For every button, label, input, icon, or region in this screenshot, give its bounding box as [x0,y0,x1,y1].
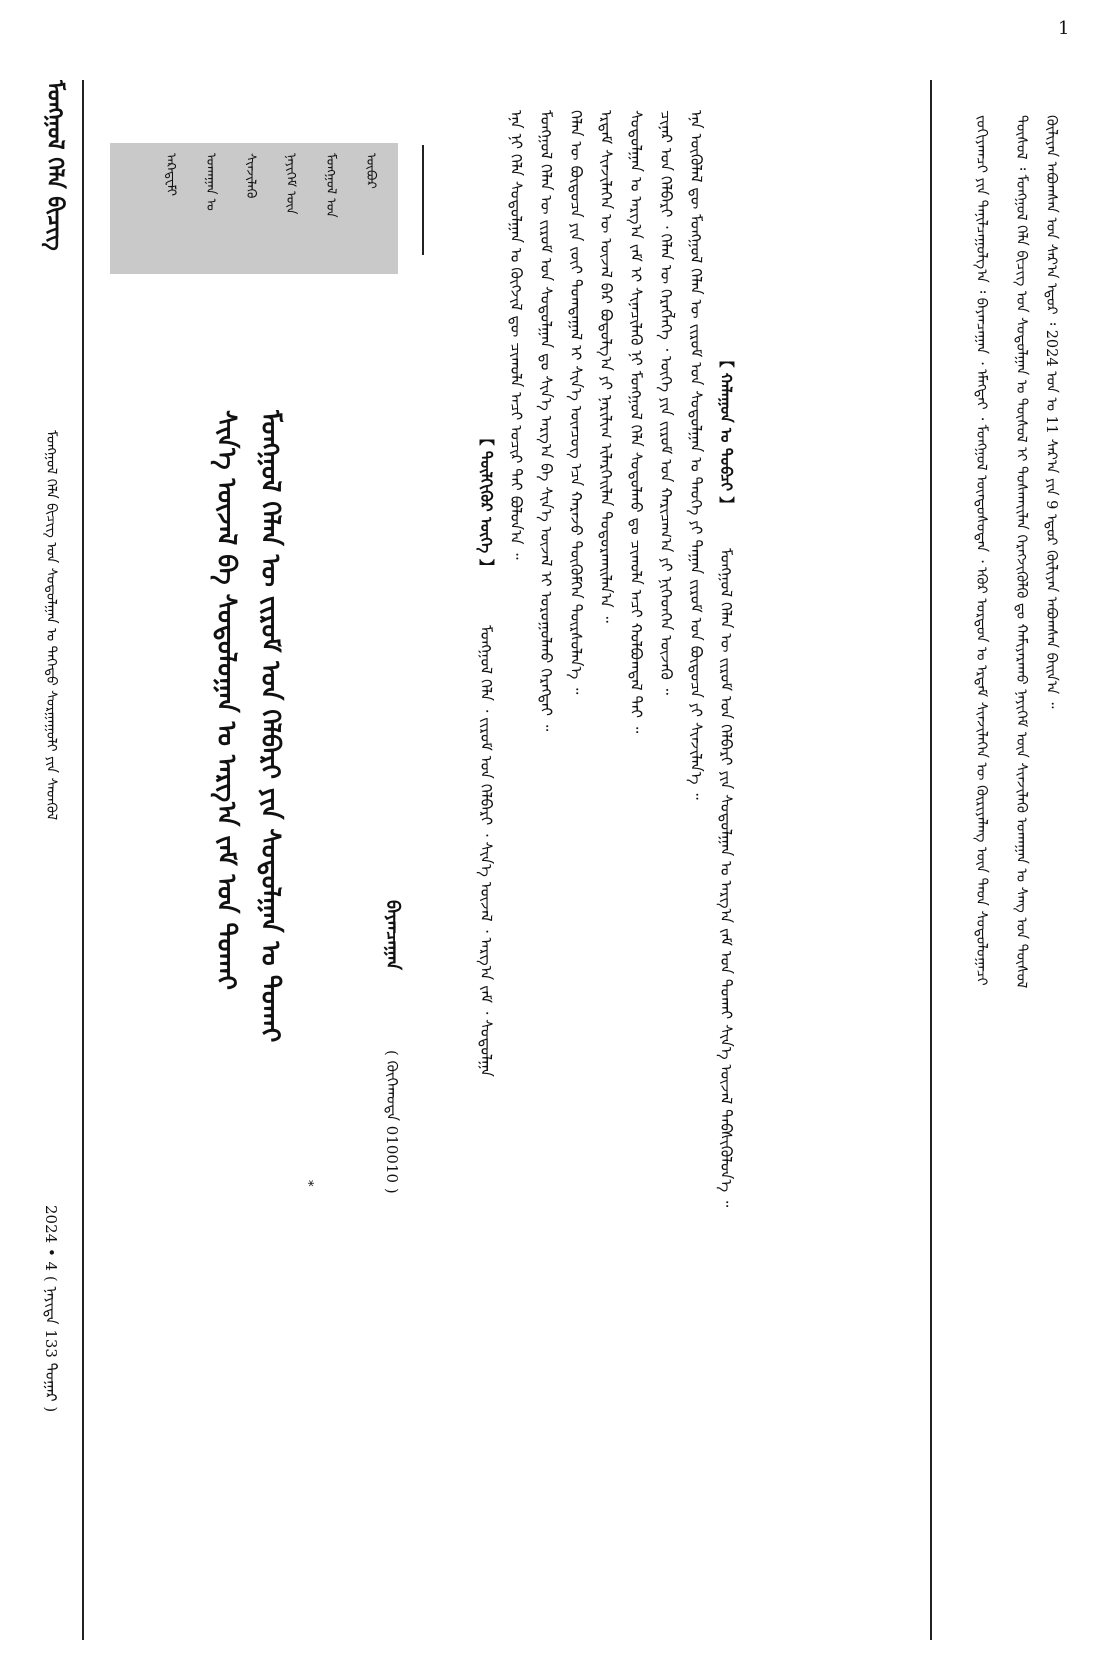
abstract-line: ᠰᠣᠳᠤᠯᠭᠠᠨ ᠤ ᠠᠷᠭ᠎ᠠ ᠵᠠᠮ ᠢ ᠰᠢᠨᠡᠴᠢᠯᠡᠬᠦ ᠨᠢ ᠮᠣᠩᠭᠣᠯ ᠬᠡᠯᠡ ᠰᠣᠳᠤᠯᠬᠤ ᠳᠤ ᠴᠢᠬᠤᠯᠠ ᠠᠴᠢ ᠬᠣᠯᠪᠣᠭᠳᠠᠯ ᠲᠠᠢ ᠃ [627,110,645,734]
abstract-line: ᠡᠷᠳᠡᠮ ᠰᠢᠨᠵᠢᠯᠡᠭᠡᠨ ᠦ ᠦᠵᠡᠯ ᠪᠠᠷ ᠪᠣᠳᠣᠯᠭ᠎ᠠ ᠶᠢ ᠨᠠᠷᠢᠯᠢᠭ ᠢᠯᠡᠷᠬᠡᠢᠯᠡᠨ ᠲᠣᠳᠣᠷᠬᠠᠢᠯᠠᠨ᠎ᠠ ᠃ [597,110,615,623]
received-date-note: ᠬᠦᠯᠢᠶᠡᠨ ᠠᠪᠤᠭᠰᠠᠨ ᠣᠨ ᠰᠠᠷ᠎ᠠ ᠡᠳᠦᠷ ᠄ 2024 ᠣᠨ ᠤ 11 ᠰᠠᠷ᠎ᠠ ᠶᠢᠨ 9 ᠡᠳᠦᠷ ᠬᠦᠯᠢᠶᠡᠨ ᠠᠪᠤᠭᠰᠠᠨ ᠪᠠᠢᠨ᠎ᠠ ᠃ [1043,115,1059,709]
affiliation-line: ᠠᠺᠠᠳᠧᠮᠢ [163,153,178,197]
author-bio-note: ᠵᠣᠬᠢᠶᠠᠭᠴᠢ ᠶᠢᠨ ᠲᠠᠨᠢᠯᠴᠠᠭᠤᠯᠭ᠎ᠠ ᠄ ᠪᠠᠶᠠᠨᠴᠠᠭᠠᠨ ᠂ ᠡᠮᠡᠭᠲᠡᠢ ᠂ ᠮᠣᠩᠭᠣᠯ ᠦᠨᠳᠦᠰᠦᠲᠡᠨ ᠂ ᠡᠭᠦᠷ ᠣᠷᠳᠤᠨ ᠤ ᠡᠷᠳᠡᠮ ᠰᠢᠨᠵᠢᠯᠡᠭᠡᠨ ᠦ ᠬᠦᠷᠢᠶᠡᠯᠡᠩ ᠦᠨ ᠳᠡᠳ ᠰᠤᠳᠤᠯᠤᠭᠠᠴᠢ [973,115,989,986]
author-name: ᠪᠠᠶᠠᠨᠴᠠᠭᠠᠨ [382,900,403,970]
keywords-text: ᠮᠣᠩᠭᠣᠯ ᠬᠡᠯᠡ ᠂ ᠵᠢᠷᠤᠮ ᠤᠨ ᠬᠡᠯᠪᠡᠷᠢ ᠂ ᠰᠢᠨ᠎ᠡ ᠦᠵᠡᠯ ᠂ ᠠᠷᠭ᠎ᠠ ᠵᠠᠮ ᠂ ᠰᠣᠳᠤᠯᠭᠠ [477,625,495,1077]
issue-info: 2024 • 4 ( ᠨᠡᠶᠢᠲᠡ 133 ᠳᠤᠭᠠᠷ ) [42,1205,60,1413]
abstract-line: ᠮᠣᠩᠭᠣᠯ ᠬᠡᠯᠡᠨ ᠦ ᠵᠢᠷᠤᠮ ᠤᠨ ᠰᠣᠳᠤᠯᠭᠠᠨ ᠳᠤ ᠰᠢᠨ᠎ᠡ ᠠᠷᠭ᠎ᠠ ᠪᠠ ᠰᠢᠨ᠎ᠡ ᠦᠵᠡᠯ ᠢ ᠣᠷᠤᠭᠤᠯᠬᠤ ᠬᠡᠷᠡᠭᠲᠡᠢ ᠃ [537,110,555,732]
affiliation-line: ᠰᠢᠨᠵᠢᠯᠡᠬᠦ [243,153,258,199]
keywords-heading: 【 ᠲᠦᠯᠬᠢᠭᠦᠷ ᠦᠭᠡ 】 [477,430,496,575]
abstract-line: ᠮᠣᠩᠭᠣᠯ ᠬᠡᠯᠡᠨ ᠦ ᠵᠢᠷᠤᠮ ᠤᠨ ᠬᠡᠯᠪᠡᠷᠢ ᠶᠢᠨ ᠰᠣᠳᠤᠯᠭᠠᠨ ᠤ ᠠᠷᠭ᠎ᠠ ᠵᠠᠮ ᠤᠨ ᠲᠤᠬᠠᠢ ᠰᠢᠨ᠎ᠡ ᠦᠵᠡᠯ ᠳᠡᠪᠰᠢᠭᠦᠯᠦᠨ᠎ᠡ ᠃ [717,548,735,1208]
journal-line: ᠮᠣᠩᠭᠣᠯ ᠬᠡᠯᠡ ᠪᠢᠴᠢᠭ ᠤᠨ ᠰᠣᠳᠤᠯᠭᠠᠨ ᠤ ᠳᠡᠭᠡᠳᠦ ᠰᠤᠷᠭᠠᠭᠤᠯᠢ ᠶᠢᠨ ᠰᠡᠳᠬᠦᠯ [43,430,59,821]
abstract-line: ᠴᠢᠨᠠᠷ ᠤᠨ ᠬᠡᠯᠪᠡᠷᠢ ᠂ ᠬᠡᠯᠡᠨ ᠦ ᠬᠡᠷᠡᠭᠯᠡᠭᠡ ᠂ ᠦᠭᠡ ᠶᠢᠨ ᠵᠢᠷᠤᠮ ᠤᠨ ᠬᠠᠷᠢᠴᠠᠭ᠎ᠠ ᠶᠢ ᠨᠢᠭᠡᠳᠭᠡᠨ ᠦᠵᠡᠬᠦ ᠃ [657,110,675,695]
author-postcode: ( ᠬᠥᠬᠡᠬᠣᠲᠠ 010010 ) [383,1050,401,1194]
abstract-line: ᠡᠨᠡ ᠨᠢ ᠬᠡᠯᠡ ᠰᠣᠳᠤᠯᠭᠠᠨ ᠤ ᠬᠥᠭᠵᠢᠯ ᠳᠦ ᠴᠢᠬᠤᠯᠠ ᠠᠴᠢ ᠤᠴᠢᠷ ᠲᠠᠢ ᠪᠣᠯᠤᠨ᠎ᠠ ᠃ [507,110,525,560]
page-number: 1 [1058,18,1070,39]
affiliation-line: ᠨᠡᠶᠢᠭᠡᠮ ᠦᠨ [283,153,298,215]
affiliation-box [110,143,398,274]
left-vertical-rule [82,80,84,1640]
title-short-rule [422,145,424,255]
affiliation-line: ᠮᠣᠩᠭᠣᠯ ᠤᠨ [323,153,338,218]
abstract-heading: 【 ᠬᠠᠯᠠᠭᠤᠨ ᠤ ᠲᠣᠪᠴᠢ 】 [717,352,736,512]
article-title-line: ᠰᠢᠨ᠎ᠡ ᠦᠵᠡᠯ ᠪᠠ ᠰᠤᠳᠤᠯᠤᠭᠠᠨ ᠤ ᠠᠷᠭ᠎ᠠ ᠵᠠᠮ ᠤᠨ ᠲᠤᠬᠠᠢ [211,410,241,990]
footnote-rule [930,80,932,1640]
affiliation-line: ᠥᠪᠥᠷ [363,153,378,189]
abstract-line: ᠡᠨᠡ ᠥᠭᠦᠯᠡᠯ ᠳᠦ ᠮᠣᠩᠭᠣᠯ ᠬᠡᠯᠡᠨ ᠦ ᠵᠢᠷᠤᠮ ᠤᠨ ᠰᠣᠳᠤᠯᠭᠠᠨ ᠤ ᠲᠡᠦᠬᠡ ᠶᠢ ᠳᠠᠭᠠᠨ ᠵᠢᠷᠤᠮ ᠤᠨ ᠪᠦᠲᠦᠴᠡ ᠶᠢ ᠰᠢᠨᠵᠢᠯᠡᠨ᠎ᠡ ᠃ [687,110,705,800]
running-head: ᠮᠣᠩᠭᠣᠯ ᠬᠡᠯᠡ ᠪᠢᠴᠢᠭ [42,80,68,251]
abstract-line: ᠬᠡᠯᠡᠨ ᠦ ᠪᠦᠲᠦᠴᠡ ᠶᠢᠨ ᠵᠦᠢ ᠲᠣᠭᠲᠠᠭᠠᠯ ᠢ ᠰᠢᠨ᠎ᠡ ᠥᠨᠴᠥᠭ ᠡᠴᠡ ᠬᠠᠷᠠᠵᠤ ᠳᠦᠭᠦᠮᠬᠡᠨ ᠳᠦᠷᠰᠦᠯᠡᠨ᠎ᠡ ᠃ [567,110,585,695]
title-footnote-marker: * [300,1180,315,1187]
funding-note: ᠲᠥᠰᠥᠯ ᠄ ᠮᠣᠩᠭᠣᠯ ᠬᠡᠯᠡ ᠪᠢᠴᠢᠭ ᠤᠨ ᠰᠣᠳᠤᠯᠭᠠᠨ ᠤ ᠲᠥᠰᠥᠯ ᠢ ᠲᠤᠰᠬᠠᠶ᠋ᠢᠯᠠᠨ ᠬᠡᠷᠡᠭᠵᠢᠭᠦᠯᠬᠦ ᠳᠤ ᠬᠠᠮᠢᠶᠠᠷᠠᠬᠤ ᠨᠡᠶᠢᠭᠡᠮ ᠦᠨ ᠰᠢᠨᠵᠢᠯᠡᠬᠦ ᠤᠬᠠᠭᠠᠨ ᠤ ᠰᠠᠩ ᠤᠨ ᠲᠥᠰᠥᠯ [1013,115,1029,989]
affiliation-line: ᠤᠬᠠᠭᠠᠨ ᠤ [203,153,218,211]
article-title-line: ᠮᠣᠩᠭᠣᠯ ᠬᠡᠯᠡᠨ ᠦ ᠵᠢᠷᠤᠮ ᠤᠨ ᠬᠡᠯᠪᠡᠷᠢ ᠶᠢᠨ ᠰᠣᠳᠤᠯᠭᠠᠨ ᠤ ᠲᠤᠬᠠᠢ [255,410,285,1043]
